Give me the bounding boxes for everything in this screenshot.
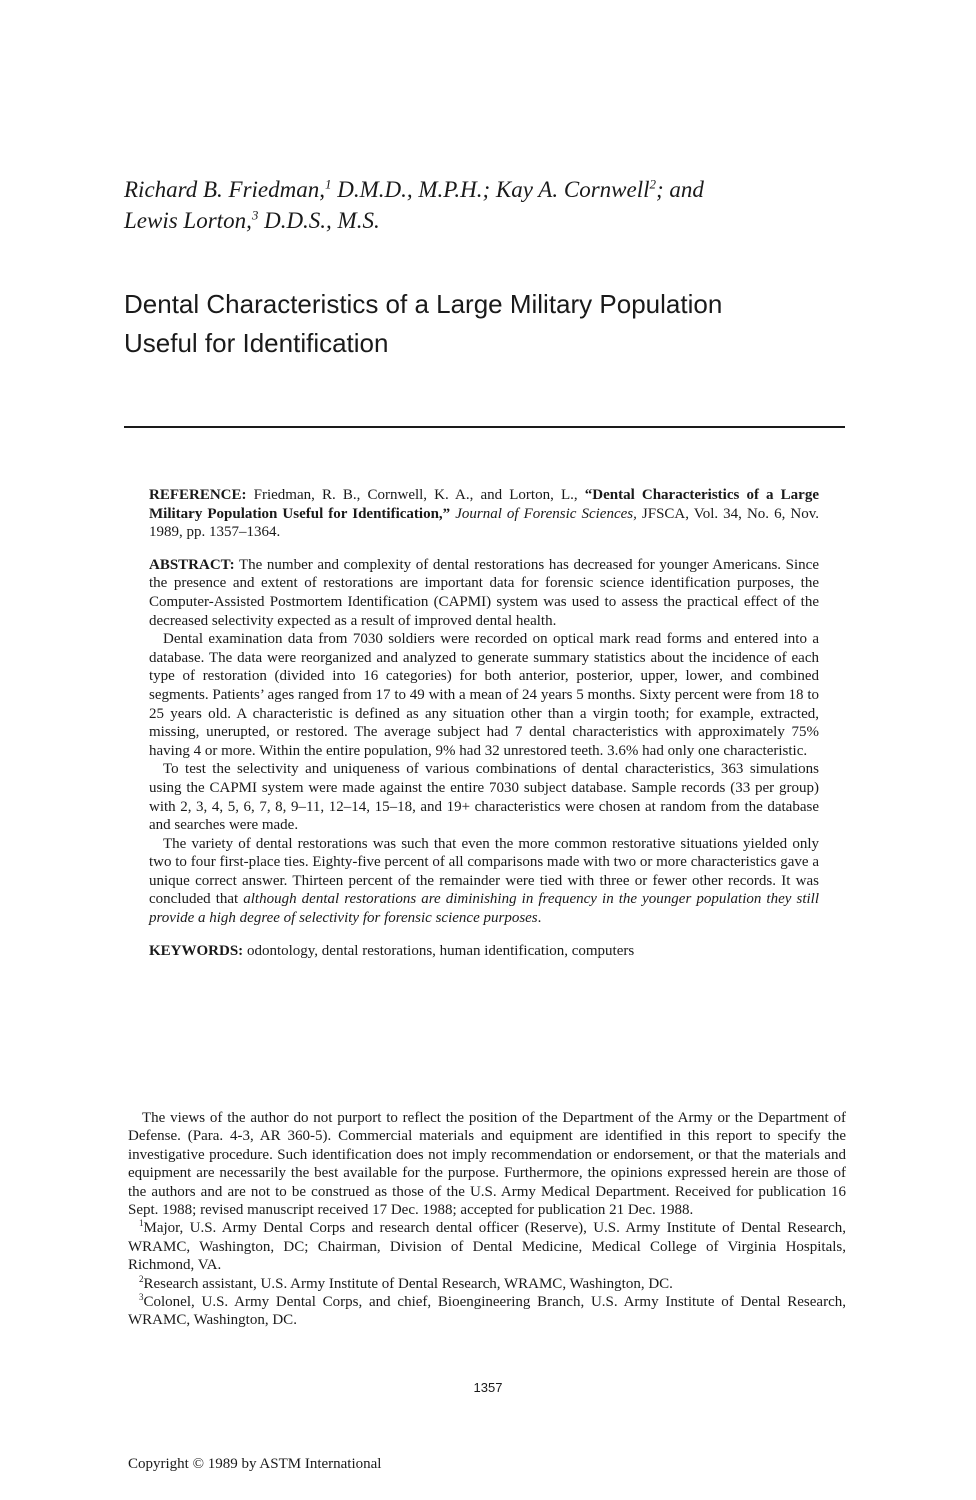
footnote bbox=[128, 1275, 846, 1293]
disclaimer-note: The views of the author do not purport to reflect the position of the Department of the Army or the Department of Defense. (Para. 4-3, AR 360-5). Commercial materials and equipment are identified in this report to specify the investigative procedure. Such identification does not imply recommendation or endorsement, or that the materials and equipment are necessarily the best available for the purpose. Furthermore, the opinions expressed herein are those of the authors and are not to be construed as those of the U.S. Army Medical Department. Received for publication 16 Sept. 1988; revised manuscript received 17 Dec. 1988; accepted for publication 21 Dec. 1988. bbox=[128, 1110, 846, 1219]
reference-label: REFERENCE: bbox=[149, 487, 247, 503]
title-line: Dental Characteristics of a Large Military Population bbox=[124, 289, 723, 319]
front-matter bbox=[149, 486, 819, 960]
abstract-text: The number and complexity of dental restorations has decreased for younger Americans. Since the presence and extent of restorations are important data for forensic science identification purposes, the Computer-Assisted Postmortem Identification (CAPMI) system was used to assess the practical effect of the decreased selectivity expected as a result of improved dental health. bbox=[149, 556, 819, 629]
copyright-notice: Copyright © 1989 by ASTM International bbox=[128, 1456, 382, 1472]
author-degree: D.D.S., M.S. bbox=[258, 208, 380, 233]
author-name: Kay A. Cornwell bbox=[495, 177, 650, 202]
page-number: 1357 bbox=[473, 1380, 503, 1395]
paper-title bbox=[124, 285, 864, 363]
author-separator: ; and bbox=[655, 177, 704, 202]
reference-citation: JFSCA, Vol. 34, No. 6, Nov. 1989, pp. 1357–1364. bbox=[149, 505, 819, 541]
footnote-text: Colonel, U.S. Army Dental Corps, and chief, Bioengineering Branch, U.S. Army Institute of Dental Research, WRAMC, Washington, DC. bbox=[128, 1294, 846, 1329]
footnote-mark: 2 bbox=[139, 1273, 144, 1284]
footnote bbox=[128, 1293, 846, 1330]
footnote-mark: 1 bbox=[139, 1218, 144, 1229]
abstract-text: The variety of dental restorations was such that even the more common restorative situations yielded only two to four first-place ties. Eighty-five percent of all comparisons made with two or more characteristics gave a unique correct answer. Thirteen percent of the remainder were tied with three or fewer other records. It was concluded that bbox=[149, 835, 819, 908]
author-name: Richard B. Friedman, bbox=[124, 177, 326, 202]
footnote-mark: 2 bbox=[649, 176, 656, 192]
footnote-mark: 3 bbox=[139, 1292, 144, 1303]
abstract-paragraph: To test the selectivity and uniqueness of various combinations of dental characteristics, 363 simulations using the CAPMI system were made against the entire 7030 subject database. Sample records (33 per group) with 2, 3, 4, 5, 6, 7, 8, 9–11, 12–14, 15–18, and 19+ characteristics were chosen at random from the database and searches were made. bbox=[149, 761, 819, 834]
reference-paragraph bbox=[149, 486, 819, 542]
title-rule bbox=[124, 426, 845, 428]
footnote bbox=[128, 1219, 846, 1274]
footnote-text: Major, U.S. Army Dental Corps and research dental officer (Reserve), U.S. Army Institute of Dental Research, WRAMC, Washington, DC; Chairman, Division of Dental Medicine, Medical College of Virginia Hospitals, Richmond, VA. bbox=[128, 1220, 846, 1274]
author-degree: D.M.D., M.P.H.; bbox=[331, 177, 496, 202]
abstract-paragraph: Dental examination data from 7030 soldiers were recorded on optical mark read forms and entered into a database. The data were reorganized and analyzed to generate summary statistics about the incidence of each type of restoration (divided into 16 categories) for both anterior, posterior, upper, lower, and combined segments. Patients’ ages ranged from 17 to 49 with a mean of 24 years 5 months. Sixty percent were from 18 to 25 years old. A characteristic is defined as any situation other than a virgin tooth; for example, extracted, missing, unerupted, or restored. The average subject had 7 dental characteristics with approximately 75% having 4 or more. Within the entire population, 9% had 32 unrestored teeth. 3.6% had only one characteristic. bbox=[149, 631, 819, 759]
reference-authors: Friedman, R. B., Cornwell, K. A., and Lorton, L., bbox=[246, 487, 585, 503]
footnotes bbox=[128, 1109, 846, 1330]
keywords-text: odontology, dental restorations, human identification, computers bbox=[243, 942, 635, 959]
abstract-conclusion: although dental restorations are diminishing in frequency in the younger population they still provide a high degree of selectivity for forensic science purposes bbox=[149, 891, 819, 927]
author-list bbox=[124, 174, 864, 236]
reference-journal: Journal of Forensic Sciences, bbox=[450, 505, 637, 522]
abstract-label: ABSTRACT: bbox=[149, 556, 235, 573]
title-line: Useful for Identification bbox=[124, 328, 389, 358]
keywords-label: KEYWORDS: bbox=[149, 942, 244, 959]
footnote-text: Research assistant, U.S. Army Institute of Dental Research, WRAMC, Washington, DC. bbox=[143, 1275, 673, 1292]
keywords-paragraph bbox=[149, 942, 819, 961]
reference-article-title: “Dental Characteristics of a Large Military Population Useful for Identification,” bbox=[149, 487, 819, 522]
footnote-mark: 1 bbox=[325, 176, 332, 192]
abstract-paragraph bbox=[149, 556, 819, 630]
abstract-text: . bbox=[537, 910, 542, 927]
footnote-mark: 3 bbox=[251, 207, 259, 223]
abstract-paragraph bbox=[149, 835, 819, 928]
author-name: Lewis Lorton, bbox=[124, 208, 252, 233]
